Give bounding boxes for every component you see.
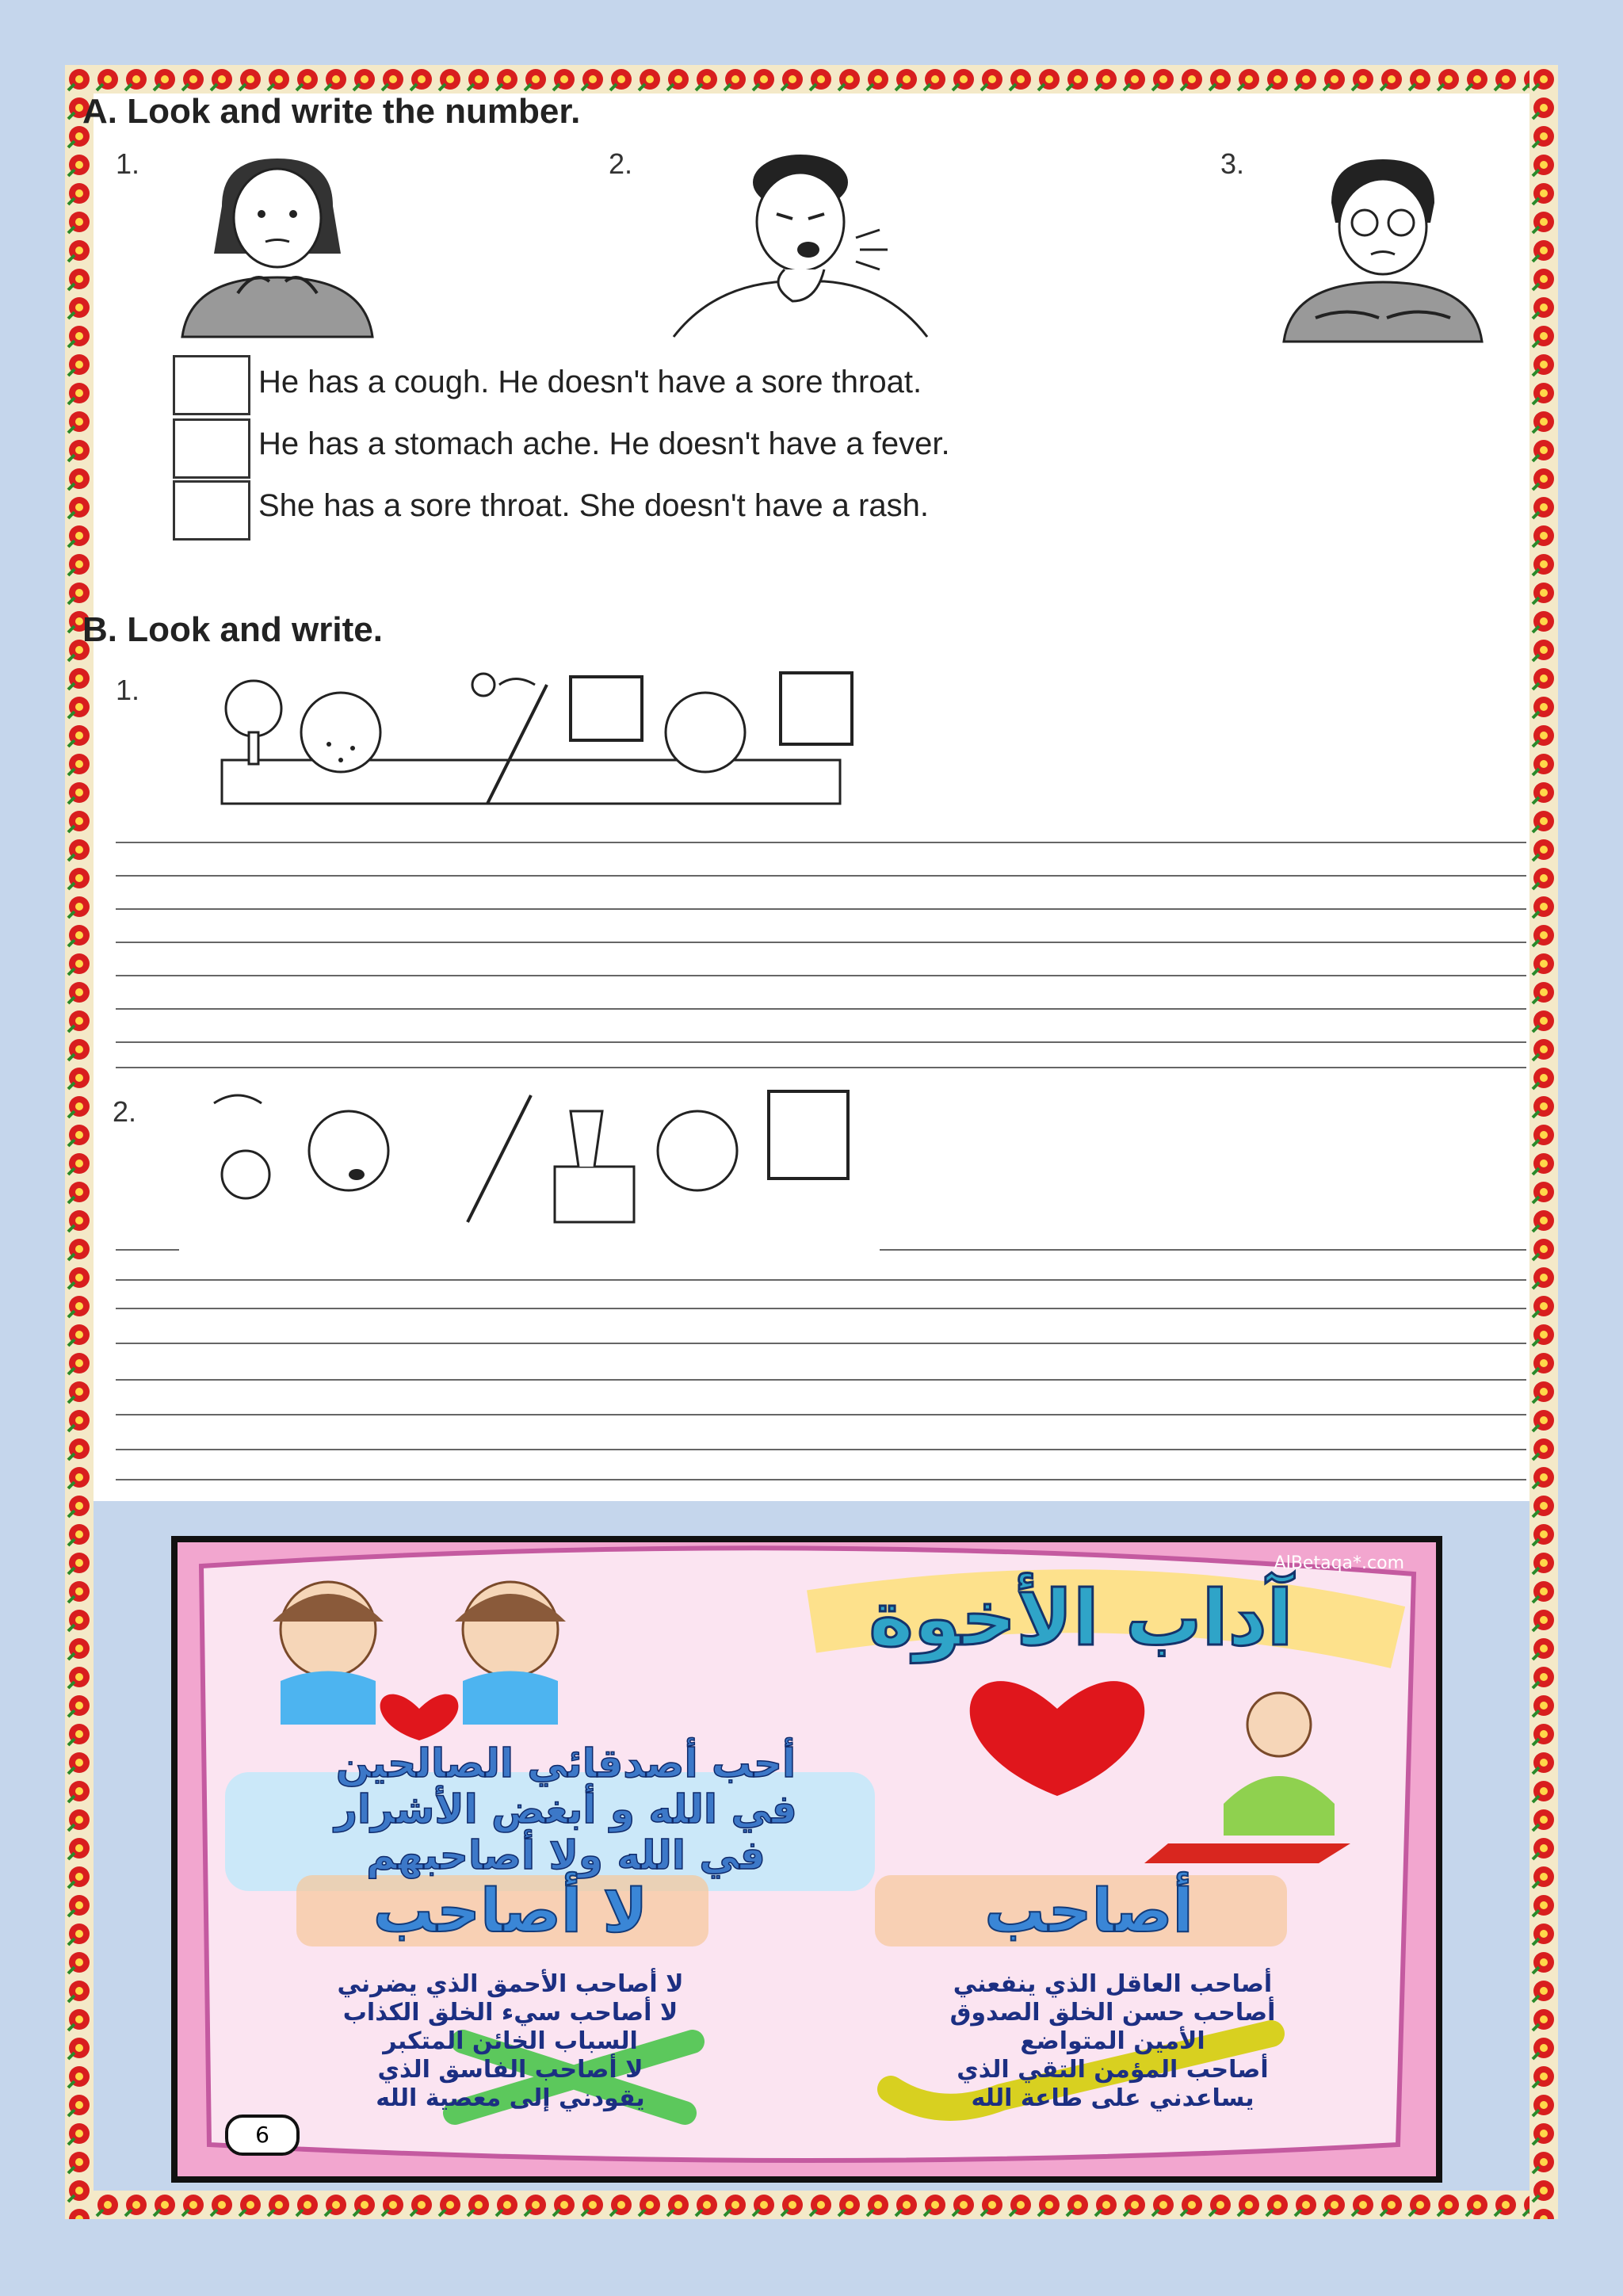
do-not-accompany-list bbox=[249, 1970, 772, 2113]
sentence-3: She has a sore throat. She doesn't have a rash. bbox=[258, 488, 929, 523]
writing-line[interactable] bbox=[116, 942, 1526, 943]
sentence-2: He has a stomach ache. He doesn't have a fever. bbox=[258, 426, 950, 461]
writing-line[interactable] bbox=[880, 1249, 1526, 1251]
writing-line[interactable] bbox=[116, 1479, 1526, 1480]
boy-stomach-ache-picture bbox=[1268, 147, 1490, 346]
list-item: أصاحب المؤمن التقي الذي bbox=[957, 2056, 1269, 2084]
writing-line[interactable] bbox=[116, 975, 1526, 976]
list-item: لا أصاحب الأحمق الذي يضرني bbox=[337, 1970, 684, 1998]
answer-box-2[interactable] bbox=[173, 418, 250, 479]
list-item: يقودني إلى معصية الله bbox=[376, 2084, 645, 2112]
item-label-2: 2. bbox=[113, 1095, 137, 1128]
do-accompany-heading: أصاحب bbox=[984, 1875, 1193, 1946]
answer-box-3[interactable] bbox=[173, 480, 250, 541]
writing-line[interactable] bbox=[116, 1343, 1526, 1344]
do-not-accompany-heading: لا أصاحب bbox=[372, 1875, 648, 1946]
boy-coughing-picture bbox=[666, 151, 935, 341]
item-label-1: 1. bbox=[116, 674, 140, 706]
poster-title: آداب الأخوة bbox=[869, 1574, 1293, 1663]
do-accompany-list bbox=[851, 1970, 1374, 2113]
list-item: الأمين المتواضع bbox=[1020, 2027, 1205, 2055]
answer-box-1[interactable] bbox=[173, 355, 250, 415]
picture-label-1: 1. bbox=[116, 147, 140, 180]
section-a-heading: A. Look and write the number. bbox=[82, 92, 581, 131]
writing-line[interactable] bbox=[116, 842, 1526, 843]
section-b-heading: B. Look and write. bbox=[82, 610, 383, 649]
writing-line[interactable] bbox=[116, 908, 1526, 910]
girl-sore-throat-picture bbox=[166, 151, 388, 341]
scene-picture-2 bbox=[206, 1087, 856, 1233]
writing-line[interactable] bbox=[116, 875, 1526, 877]
writing-line[interactable] bbox=[116, 1449, 1526, 1450]
picture-label-3: 3. bbox=[1220, 147, 1245, 180]
list-item: لا أصاحب سيء الخلق الكذاب bbox=[342, 1999, 678, 2027]
sentence-1: He has a cough. He doesn't have a sore throat. bbox=[258, 365, 922, 399]
list-item: لا أصاحب الفاسق الذي bbox=[377, 2056, 643, 2084]
site-watermark: AlBetaqa*.com bbox=[1274, 1553, 1404, 1573]
flower-border-top bbox=[65, 65, 1558, 94]
writing-line[interactable] bbox=[116, 1008, 1526, 1010]
picture-label-2: 2. bbox=[609, 147, 633, 180]
scene-picture-1 bbox=[214, 669, 856, 812]
islamic-manners-poster bbox=[171, 1536, 1442, 2183]
writing-line[interactable] bbox=[116, 1249, 179, 1251]
writing-line[interactable] bbox=[116, 1414, 1526, 1415]
writing-line[interactable] bbox=[116, 1379, 1526, 1381]
list-item: أصاحب حسن الخلق الصدوق bbox=[949, 1999, 1276, 2027]
flower-border-bottom bbox=[65, 2191, 1558, 2219]
flower-border-left bbox=[65, 65, 94, 2219]
list-item: السباب الخائن المتكبر bbox=[383, 2027, 638, 2055]
writing-line[interactable] bbox=[116, 1279, 1526, 1281]
list-item: يساعدني على طاعة الله bbox=[971, 2084, 1254, 2112]
writing-line[interactable] bbox=[116, 1067, 1526, 1068]
list-item: أصاحب العاقل الذي ينفعني bbox=[953, 1970, 1273, 1998]
writing-line[interactable] bbox=[116, 1308, 1526, 1309]
writing-line[interactable] bbox=[116, 1041, 1526, 1043]
poster-subtitle: أحب أصدقائي الصالحين في الله و أبغض الأشرار في الله ولا أصاحبهم bbox=[334, 1740, 797, 1878]
flower-border-right bbox=[1529, 65, 1558, 2219]
page-number: 6 bbox=[225, 2115, 300, 2156]
